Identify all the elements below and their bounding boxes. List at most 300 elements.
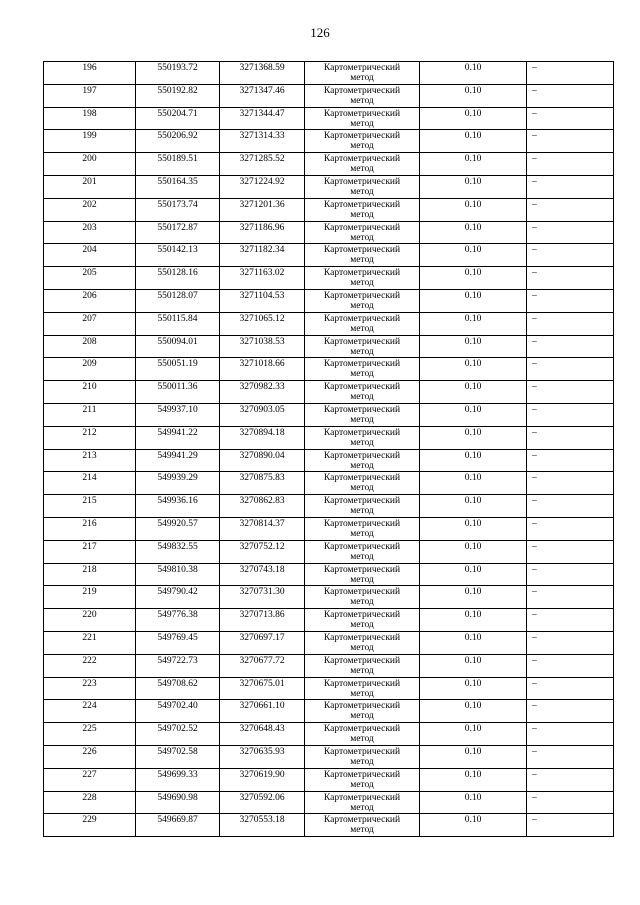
x-coordinate-cell (136, 449, 220, 472)
note-text: – (532, 336, 537, 347)
point-number-cell (44, 335, 136, 358)
accuracy-cell (420, 267, 527, 290)
method-text-line2: метод (350, 802, 374, 813)
point-number-cell (44, 175, 136, 198)
table-row (44, 631, 614, 654)
x-coordinate-text: 549702.40 (157, 701, 198, 712)
accuracy-text: 0.10 (464, 496, 482, 507)
method-text-line1: Картометрический (323, 792, 401, 803)
method-text-line2: метод (350, 369, 374, 380)
method-text-line2: метод (350, 483, 374, 494)
accuracy-text: 0.10 (464, 199, 482, 210)
y-coordinate-text: 3270982.33 (239, 382, 285, 393)
method-cell (305, 153, 420, 176)
note-cell (527, 677, 614, 700)
y-coordinate-cell (220, 107, 305, 130)
point-number-text: 210 (82, 382, 97, 393)
method-text-line1: Картометрический (323, 701, 401, 712)
note-cell (527, 426, 614, 449)
point-number-text: 196 (82, 63, 97, 73)
method-text-line1: Картометрический (323, 678, 401, 689)
method-text-line2: метод (350, 209, 374, 220)
point-number-text: 219 (82, 587, 97, 598)
x-coordinate-text: 550128.16 (157, 268, 198, 279)
y-coordinate-text: 3270814.37 (239, 518, 285, 529)
method-text-line2: метод (350, 392, 374, 403)
coordinates-table-body (44, 62, 614, 837)
point-number-cell (44, 814, 136, 837)
point-number-cell (44, 289, 136, 312)
accuracy-cell (420, 312, 527, 335)
point-number-text: 225 (82, 724, 97, 735)
point-number-text: 200 (82, 154, 97, 165)
method-text-line2: метод (350, 186, 374, 197)
method-text-line1: Картометрический (323, 587, 401, 598)
x-coordinate-text: 549669.87 (157, 815, 198, 826)
y-coordinate-cell (220, 403, 305, 426)
y-coordinate-text: 3270661.10 (239, 701, 285, 712)
accuracy-text: 0.10 (464, 610, 482, 621)
point-number-cell (44, 312, 136, 335)
note-cell (527, 381, 614, 404)
method-text-line1: Картометрический (323, 359, 401, 370)
y-coordinate-cell (220, 700, 305, 723)
method-cell (305, 221, 420, 244)
method-text-line1: Картометрический (323, 63, 401, 73)
table-row (44, 62, 614, 85)
y-coordinate-cell (220, 791, 305, 814)
method-text-line1: Картометрический (323, 655, 401, 666)
x-coordinate-text: 549702.58 (157, 746, 198, 757)
x-coordinate-text: 550142.13 (157, 245, 198, 256)
x-coordinate-text: 550206.92 (157, 131, 198, 142)
accuracy-cell (420, 221, 527, 244)
accuracy-text: 0.10 (464, 792, 482, 803)
method-cell (305, 495, 420, 518)
y-coordinate-cell (220, 609, 305, 632)
method-text-line1: Картометрический (323, 404, 401, 415)
method-text-line1: Картометрический (323, 427, 401, 438)
x-coordinate-cell (136, 540, 220, 563)
note-cell (527, 358, 614, 381)
note-cell (527, 586, 614, 609)
accuracy-cell (420, 586, 527, 609)
table-row (44, 221, 614, 244)
point-number-text: 202 (82, 199, 97, 210)
method-cell (305, 654, 420, 677)
y-coordinate-cell (220, 198, 305, 221)
note-text: – (532, 610, 537, 621)
note-cell (527, 403, 614, 426)
accuracy-text: 0.10 (464, 769, 482, 780)
method-cell (305, 130, 420, 153)
y-coordinate-text: 3270743.18 (239, 564, 285, 575)
x-coordinate-text: 550172.87 (157, 222, 198, 233)
method-text-line1: Картометрический (323, 245, 401, 256)
table-row (44, 677, 614, 700)
method-text-line1: Картометрический (323, 541, 401, 552)
note-text: – (532, 382, 537, 393)
method-text-line1: Картометрический (323, 496, 401, 507)
method-text-line1: Картометрический (323, 815, 401, 826)
note-cell (527, 540, 614, 563)
method-text-line2: метод (350, 756, 374, 767)
note-text: – (532, 564, 537, 575)
note-cell (527, 472, 614, 495)
point-number-cell (44, 198, 136, 221)
method-cell (305, 449, 420, 472)
table-row (44, 175, 614, 198)
method-cell (305, 107, 420, 130)
note-text: – (532, 655, 537, 666)
x-coordinate-cell (136, 631, 220, 654)
x-coordinate-cell (136, 198, 220, 221)
x-coordinate-text: 550094.01 (157, 336, 198, 347)
method-text-line2: метод (350, 118, 374, 129)
point-number-text: 213 (82, 450, 97, 461)
note-cell (527, 107, 614, 130)
y-coordinate-cell (220, 244, 305, 267)
y-coordinate-cell (220, 540, 305, 563)
method-text-line1: Картометрический (323, 176, 401, 187)
note-cell (527, 198, 614, 221)
note-text: – (532, 450, 537, 461)
point-number-text: 218 (82, 564, 97, 575)
x-coordinate-cell (136, 403, 220, 426)
method-text-line2: метод (350, 734, 374, 745)
x-coordinate-cell (136, 244, 220, 267)
x-coordinate-cell (136, 289, 220, 312)
y-coordinate-cell (220, 563, 305, 586)
x-coordinate-cell (136, 517, 220, 540)
method-text-line2: метод (350, 437, 374, 448)
y-coordinate-cell (220, 358, 305, 381)
accuracy-cell (420, 62, 527, 85)
point-number-cell (44, 449, 136, 472)
method-cell (305, 244, 420, 267)
point-number-text: 226 (82, 746, 97, 757)
method-cell (305, 540, 420, 563)
method-text-line2: метод (350, 300, 374, 311)
y-coordinate-text: 3270619.90 (239, 769, 285, 780)
method-text-line2: метод (350, 73, 374, 83)
x-coordinate-text: 549832.55 (157, 541, 198, 552)
point-number-text: 205 (82, 268, 97, 279)
y-coordinate-cell (220, 426, 305, 449)
table-row (44, 814, 614, 837)
method-text-line2: метод (350, 255, 374, 266)
note-text: – (532, 724, 537, 735)
y-coordinate-text: 3270903.05 (239, 404, 285, 415)
x-coordinate-text: 550192.82 (157, 85, 198, 96)
point-number-text: 211 (82, 404, 97, 415)
note-text: – (532, 518, 537, 529)
method-text-line2: метод (350, 688, 374, 699)
table-row (44, 449, 614, 472)
accuracy-text: 0.10 (464, 131, 482, 142)
point-number-cell (44, 586, 136, 609)
accuracy-text: 0.10 (464, 404, 482, 415)
note-cell (527, 84, 614, 107)
accuracy-cell (420, 198, 527, 221)
note-text: – (532, 245, 537, 256)
note-text: – (532, 496, 537, 507)
note-cell (527, 449, 614, 472)
y-coordinate-text: 3271018.66 (239, 359, 285, 370)
point-number-cell (44, 791, 136, 814)
method-text-line1: Картометрический (323, 518, 401, 529)
table-row (44, 472, 614, 495)
note-text: – (532, 473, 537, 484)
accuracy-text: 0.10 (464, 632, 482, 643)
point-number-cell (44, 84, 136, 107)
accuracy-text: 0.10 (464, 701, 482, 712)
note-cell (527, 153, 614, 176)
point-number-cell (44, 130, 136, 153)
method-text-line2: метод (350, 551, 374, 562)
x-coordinate-text: 549936.16 (157, 496, 198, 507)
method-cell (305, 472, 420, 495)
accuracy-text: 0.10 (464, 268, 482, 279)
y-coordinate-text: 3270697.17 (239, 632, 285, 643)
method-cell (305, 312, 420, 335)
point-number-text: 227 (82, 769, 97, 780)
x-coordinate-text: 550164.35 (157, 176, 198, 187)
x-coordinate-text: 549702.52 (157, 724, 198, 735)
x-coordinate-cell (136, 654, 220, 677)
note-text: – (532, 85, 537, 96)
table-row (44, 700, 614, 723)
note-text: – (532, 427, 537, 438)
note-text: – (532, 199, 537, 210)
table-row (44, 745, 614, 768)
point-number-text: 224 (82, 701, 97, 712)
point-number-cell (44, 267, 136, 290)
method-cell (305, 175, 420, 198)
accuracy-cell (420, 130, 527, 153)
table-row (44, 244, 614, 267)
note-text: – (532, 108, 537, 119)
y-coordinate-text: 3271344.47 (239, 108, 285, 119)
method-text-line2: метод (350, 711, 374, 722)
accuracy-cell (420, 426, 527, 449)
note-text: – (532, 404, 537, 415)
y-coordinate-text: 3271104.53 (239, 290, 285, 301)
point-number-text: 228 (82, 792, 97, 803)
accuracy-cell (420, 540, 527, 563)
accuracy-text: 0.10 (464, 473, 482, 484)
point-number-cell (44, 540, 136, 563)
y-coordinate-text: 3271224.92 (239, 176, 285, 187)
note-cell (527, 563, 614, 586)
y-coordinate-cell (220, 654, 305, 677)
method-cell (305, 84, 420, 107)
method-text-line1: Картометрический (323, 450, 401, 461)
note-cell (527, 289, 614, 312)
accuracy-cell (420, 175, 527, 198)
point-number-text: 209 (82, 359, 97, 370)
y-coordinate-text: 3270894.18 (239, 427, 285, 438)
accuracy-cell (420, 791, 527, 814)
accuracy-cell (420, 631, 527, 654)
y-coordinate-cell (220, 745, 305, 768)
point-number-cell (44, 768, 136, 791)
note-cell (527, 723, 614, 746)
note-text: – (532, 632, 537, 643)
x-coordinate-cell (136, 221, 220, 244)
accuracy-text: 0.10 (464, 63, 482, 73)
method-cell (305, 289, 420, 312)
x-coordinate-cell (136, 335, 220, 358)
method-text-line1: Картометрический (323, 724, 401, 735)
point-number-text: 201 (82, 176, 97, 187)
note-cell (527, 335, 614, 358)
accuracy-cell (420, 654, 527, 677)
x-coordinate-cell (136, 495, 220, 518)
point-number-cell (44, 62, 136, 85)
method-text-line1: Картометрический (323, 610, 401, 621)
x-coordinate-cell (136, 312, 220, 335)
y-coordinate-text: 3270635.93 (239, 746, 285, 757)
accuracy-cell (420, 289, 527, 312)
point-number-text: 214 (82, 473, 97, 484)
method-text-line2: метод (350, 665, 374, 676)
y-coordinate-cell (220, 62, 305, 85)
method-text-line2: метод (350, 620, 374, 631)
method-text-line2: метод (350, 164, 374, 175)
point-number-cell (44, 107, 136, 130)
method-cell (305, 517, 420, 540)
x-coordinate-cell (136, 472, 220, 495)
note-cell (527, 814, 614, 837)
y-coordinate-cell (220, 472, 305, 495)
y-coordinate-text: 3271347.46 (239, 85, 285, 96)
point-number-cell (44, 700, 136, 723)
x-coordinate-text: 550051.19 (157, 359, 198, 370)
accuracy-text: 0.10 (464, 450, 482, 461)
accuracy-cell (420, 153, 527, 176)
note-cell (527, 495, 614, 518)
accuracy-text: 0.10 (464, 541, 482, 552)
y-coordinate-cell (220, 631, 305, 654)
table-row (44, 84, 614, 107)
x-coordinate-text: 550193.72 (157, 63, 198, 73)
y-coordinate-cell (220, 84, 305, 107)
accuracy-cell (420, 335, 527, 358)
note-cell (527, 130, 614, 153)
note-text: – (532, 541, 537, 552)
point-number-cell (44, 426, 136, 449)
note-cell (527, 62, 614, 85)
note-text: – (532, 769, 537, 780)
note-text: – (532, 587, 537, 598)
point-number-cell (44, 381, 136, 404)
table-row (44, 335, 614, 358)
accuracy-cell (420, 700, 527, 723)
x-coordinate-text: 549722.73 (157, 655, 198, 666)
accuracy-text: 0.10 (464, 245, 482, 256)
method-cell (305, 723, 420, 746)
method-text-line1: Картометрический (323, 313, 401, 324)
method-cell (305, 426, 420, 449)
x-coordinate-text: 550204.71 (157, 108, 198, 119)
table-row (44, 198, 614, 221)
note-text: – (532, 815, 537, 826)
x-coordinate-text: 549941.22 (157, 427, 198, 438)
y-coordinate-cell (220, 381, 305, 404)
method-cell (305, 563, 420, 586)
note-text: – (532, 131, 537, 142)
point-number-cell (44, 495, 136, 518)
note-text: – (532, 678, 537, 689)
table-row (44, 563, 614, 586)
note-text: – (532, 154, 537, 165)
accuracy-cell (420, 677, 527, 700)
x-coordinate-text: 549769.45 (157, 632, 198, 643)
note-cell (527, 700, 614, 723)
point-number-text: 206 (82, 290, 97, 301)
point-number-cell (44, 358, 136, 381)
point-number-cell (44, 472, 136, 495)
table-row (44, 723, 614, 746)
x-coordinate-cell (136, 267, 220, 290)
x-coordinate-text: 550189.51 (157, 154, 198, 165)
note-cell (527, 654, 614, 677)
x-coordinate-cell (136, 609, 220, 632)
table-row (44, 768, 614, 791)
x-coordinate-cell (136, 745, 220, 768)
method-text-line1: Картометрический (323, 473, 401, 484)
accuracy-text: 0.10 (464, 655, 482, 666)
accuracy-text: 0.10 (464, 336, 482, 347)
point-number-text: 198 (82, 108, 97, 119)
point-number-cell (44, 403, 136, 426)
page-number: 126 (310, 25, 330, 40)
accuracy-text: 0.10 (464, 108, 482, 119)
point-number-text: 222 (82, 655, 97, 666)
method-text-line1: Картометрический (323, 564, 401, 575)
point-number-text: 220 (82, 610, 97, 621)
method-text-line1: Картометрический (323, 131, 401, 142)
x-coordinate-cell (136, 563, 220, 586)
method-text-line1: Картометрический (323, 85, 401, 96)
y-coordinate-text: 3271065.12 (239, 313, 285, 324)
point-number-cell (44, 631, 136, 654)
point-number-text: 207 (82, 313, 97, 324)
method-text-line1: Картометрический (323, 154, 401, 165)
accuracy-text: 0.10 (464, 85, 482, 96)
x-coordinate-text: 550011.36 (157, 382, 198, 393)
accuracy-cell (420, 609, 527, 632)
accuracy-cell (420, 381, 527, 404)
accuracy-text: 0.10 (464, 427, 482, 438)
accuracy-text: 0.10 (464, 678, 482, 689)
method-text-line2: метод (350, 414, 374, 425)
x-coordinate-text: 550128.07 (157, 290, 198, 301)
y-coordinate-cell (220, 517, 305, 540)
x-coordinate-cell (136, 381, 220, 404)
y-coordinate-cell (220, 221, 305, 244)
accuracy-cell (420, 449, 527, 472)
y-coordinate-cell (220, 814, 305, 837)
x-coordinate-text: 549708.62 (157, 678, 198, 689)
y-coordinate-cell (220, 130, 305, 153)
method-cell (305, 631, 420, 654)
method-text-line2: метод (350, 597, 374, 608)
x-coordinate-cell (136, 723, 220, 746)
note-text: – (532, 792, 537, 803)
method-text-line1: Картометрический (323, 632, 401, 643)
